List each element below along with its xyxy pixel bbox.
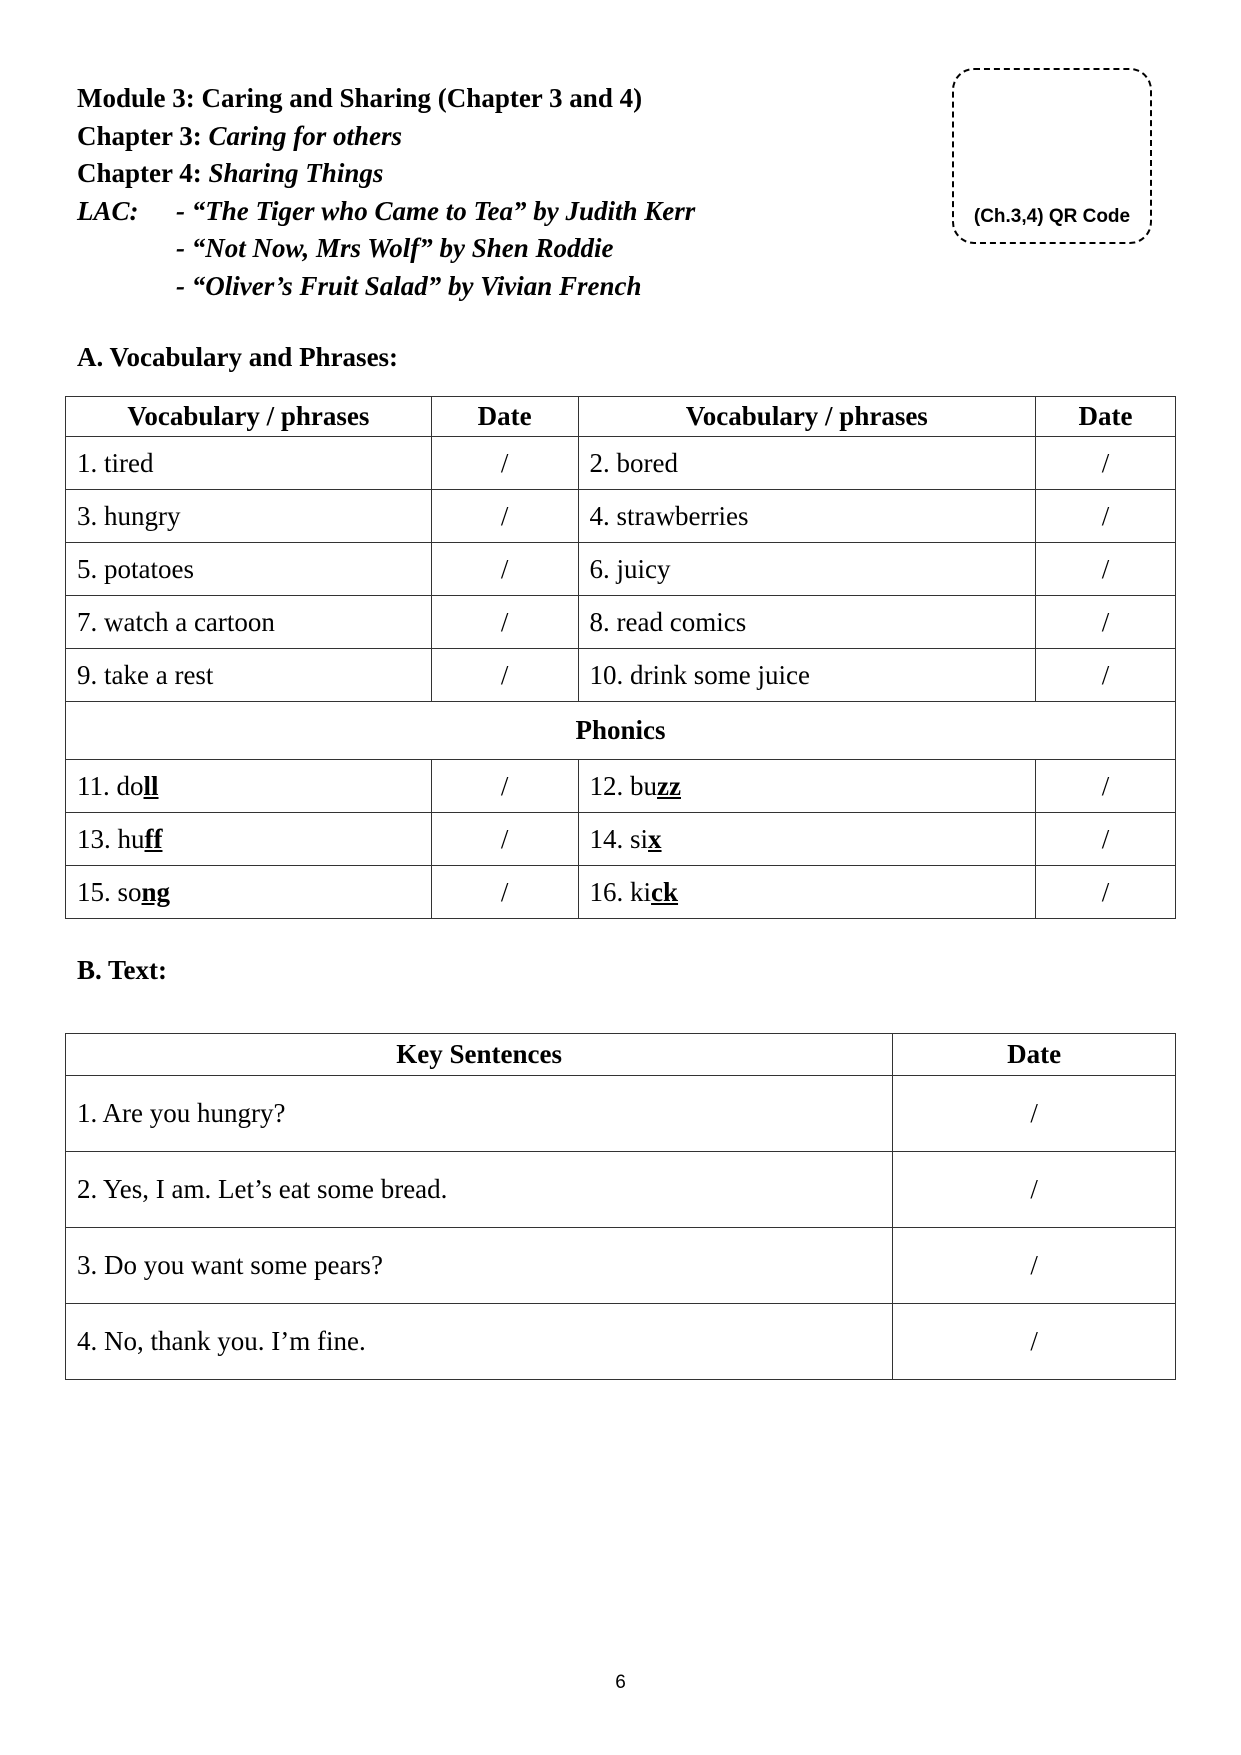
- vocab-row: [66, 437, 1176, 490]
- page-number: 6: [615, 1672, 626, 1693]
- date-cell: /: [431, 813, 578, 866]
- date-cell: /: [1036, 437, 1176, 490]
- date-cell: /: [1036, 760, 1176, 813]
- date-cell: /: [893, 1152, 1176, 1228]
- chapter-3-title: Caring for others: [208, 120, 403, 151]
- phonics-sound: ck: [651, 876, 679, 907]
- phonics-item: 14. six: [578, 813, 1036, 866]
- date-header-col4: Date: [1036, 397, 1176, 437]
- phonics-row: [66, 866, 1176, 919]
- key-sentences-header: Key Sentences: [66, 1034, 893, 1076]
- vocab-row: [66, 543, 1176, 596]
- vocab-item: 4. strawberries: [578, 490, 1036, 543]
- date-cell: /: [893, 1228, 1176, 1304]
- lac-book-2: - “Not Now, Mrs Wolf” by Shen Roddie: [176, 233, 614, 263]
- vocab-item: 8. read comics: [578, 596, 1036, 649]
- vocab-item: 3. hungry: [66, 490, 432, 543]
- chapter-4-label: Chapter 4:: [77, 158, 202, 188]
- date-cell: /: [1036, 866, 1176, 919]
- phonics-label: Phonics: [66, 702, 1176, 760]
- vocab-row: [66, 649, 1176, 702]
- vocab-item: 2. bored: [578, 437, 1036, 490]
- phonics-item: 12. buzz: [578, 760, 1036, 813]
- sentence-row: [66, 1304, 1176, 1380]
- qr-code-label: (Ch.3,4) QR Code: [973, 206, 1131, 227]
- date-cell: /: [893, 1304, 1176, 1380]
- date-cell: /: [1036, 490, 1176, 543]
- vocab-row: [66, 490, 1176, 543]
- date-cell: /: [1036, 649, 1176, 702]
- vocab-header-col3: Vocabulary / phrases: [578, 397, 1036, 437]
- vocab-header-row: [66, 397, 1176, 437]
- date-cell: /: [1036, 543, 1176, 596]
- chapter-4-title: Sharing Things: [208, 158, 384, 188]
- phonics-header-row: [66, 702, 1176, 760]
- date-cell: /: [431, 437, 578, 490]
- qr-code-placeholder: [952, 68, 1152, 244]
- sentence-text: 1. Are you hungry?: [66, 1076, 893, 1152]
- chapter-4-line: [77, 155, 695, 193]
- date-cell: /: [431, 866, 578, 919]
- date-cell: /: [431, 596, 578, 649]
- vocab-item: 6. juicy: [578, 543, 1036, 596]
- vocab-row: [66, 596, 1176, 649]
- sentence-text: 3. Do you want some pears?: [66, 1228, 893, 1304]
- vocab-item: 10. drink some juice: [578, 649, 1036, 702]
- date-cell: /: [431, 649, 578, 702]
- chapter-3-label: Chapter 3:: [77, 120, 202, 151]
- sentence-row: [66, 1076, 1176, 1152]
- date-cell: /: [431, 543, 578, 596]
- lac-line-3: [77, 268, 695, 306]
- phonics-sound: x: [648, 823, 662, 854]
- phonics-item: 11. doll: [66, 760, 432, 813]
- module-header: [77, 80, 695, 305]
- lac-line-2: [77, 230, 695, 268]
- date-cell: /: [1036, 596, 1176, 649]
- phonics-sound: zz: [657, 770, 681, 801]
- phonics-row: [66, 760, 1176, 813]
- sentence-row: [66, 1152, 1176, 1228]
- date-cell: /: [893, 1076, 1176, 1152]
- phonics-sound: ng: [141, 876, 171, 907]
- vocabulary-table: [65, 396, 1176, 919]
- vocab-header-col1: Vocabulary / phrases: [66, 397, 432, 437]
- date-header-col2: Date: [431, 397, 578, 437]
- phonics-item: 16. kick: [578, 866, 1036, 919]
- date-cell: /: [1036, 813, 1176, 866]
- section-b-title: B. Text:: [77, 955, 168, 985]
- vocab-item: 9. take a rest: [66, 649, 432, 702]
- lac-label: LAC:: [77, 195, 139, 226]
- phonics-item: 15. song: [66, 866, 432, 919]
- sentence-text: 4. No, thank you. I’m fine.: [66, 1304, 893, 1380]
- phonics-sound: ll: [143, 770, 159, 801]
- phonics-row: [66, 813, 1176, 866]
- date-cell: /: [431, 760, 578, 813]
- sentence-text: 2. Yes, I am. Let’s eat some bread.: [66, 1152, 893, 1228]
- section-a-title: A. Vocabulary and Phrases:: [77, 342, 399, 372]
- sentence-row: [66, 1228, 1176, 1304]
- phonics-sound: ff: [144, 823, 163, 854]
- module-title: Module 3: Caring and Sharing (Chapter 3 and 4): [77, 83, 643, 113]
- sentences-header-row: [66, 1034, 1176, 1076]
- lac-book-1: - “The Tiger who Came to Tea” by Judith Kerr: [176, 195, 696, 226]
- key-sentences-table: [65, 1033, 1176, 1380]
- chapter-3-line: [77, 118, 695, 156]
- date-header: Date: [893, 1034, 1176, 1076]
- date-cell: /: [431, 490, 578, 543]
- phonics-item: 13. huff: [66, 813, 432, 866]
- vocab-item: 1. tired: [66, 437, 432, 490]
- vocab-item: 5. potatoes: [66, 543, 432, 596]
- vocab-item: 7. watch a cartoon: [66, 596, 432, 649]
- lac-book-3: - “Oliver’s Fruit Salad” by Vivian French: [176, 270, 642, 301]
- lac-line-1: [77, 193, 695, 231]
